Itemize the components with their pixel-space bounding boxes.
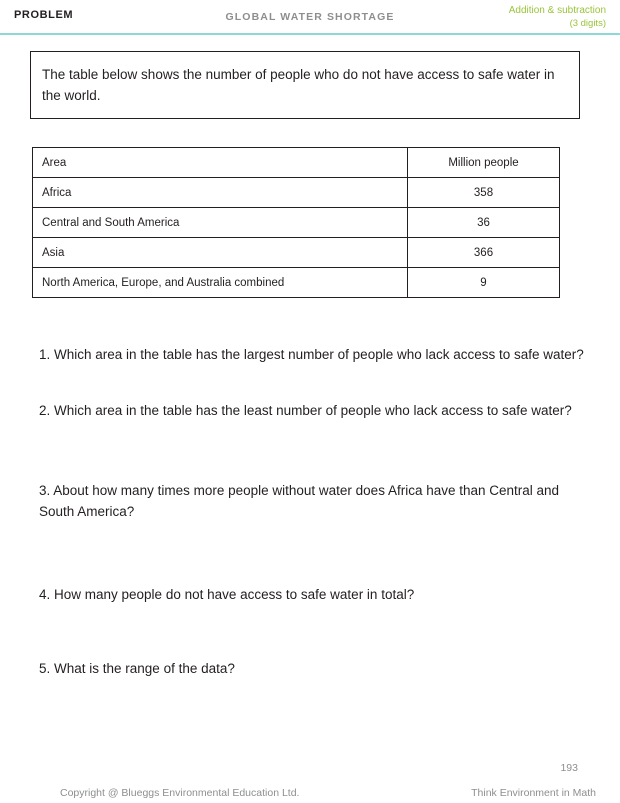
- cell-value: 358: [408, 178, 560, 208]
- cell-value: 366: [408, 238, 560, 268]
- cell-area: Asia: [33, 238, 408, 268]
- question-2: 2. Which area in the table has the least number of people who lack access to safe water?: [39, 403, 572, 418]
- table-row: [33, 208, 560, 238]
- cell-area: Central and South America: [33, 208, 408, 238]
- header-divider: [0, 33, 620, 35]
- question-4: 4. How many people do not have access to safe water in total?: [39, 587, 415, 602]
- topic-label: [386, 4, 606, 30]
- table-row: [33, 178, 560, 208]
- question-list: [39, 344, 584, 679]
- copyright-notice: Copyright @ Blueggs Environmental Education Ltd.: [60, 787, 300, 799]
- question-1: 1. Which area in the table has the largest number of people who lack access to safe water?: [39, 347, 584, 362]
- page-header: [0, 0, 620, 34]
- question-3: 3. About how many times more people without water does Africa have than Central and South America?: [39, 483, 560, 519]
- cell-value: 9: [408, 268, 560, 298]
- column-header-value: Million people: [408, 148, 560, 178]
- cell-value: 36: [408, 208, 560, 238]
- cell-area: Africa: [33, 178, 408, 208]
- topic-sub: (3 digits): [569, 18, 606, 29]
- page-number: 193: [560, 762, 578, 774]
- footer-tagline: Think Environment in Math: [471, 787, 596, 799]
- water-shortage-table: [32, 147, 560, 298]
- topic-main: Addition & subtraction: [508, 5, 606, 16]
- problem-label: PROBLEM: [14, 9, 74, 21]
- question-5: 5. What is the range of the data?: [39, 661, 235, 676]
- table-header-row: [33, 148, 560, 178]
- table-row: [33, 238, 560, 268]
- cell-area: North America, Europe, and Australia combined: [33, 268, 408, 298]
- prompt-box: The table below shows the number of people who do not have access to safe water in the world.: [30, 51, 580, 119]
- worksheet-title: GLOBAL WATER SHORTAGE: [225, 11, 395, 23]
- column-header-area: Area: [33, 148, 408, 178]
- table-row: [33, 268, 560, 298]
